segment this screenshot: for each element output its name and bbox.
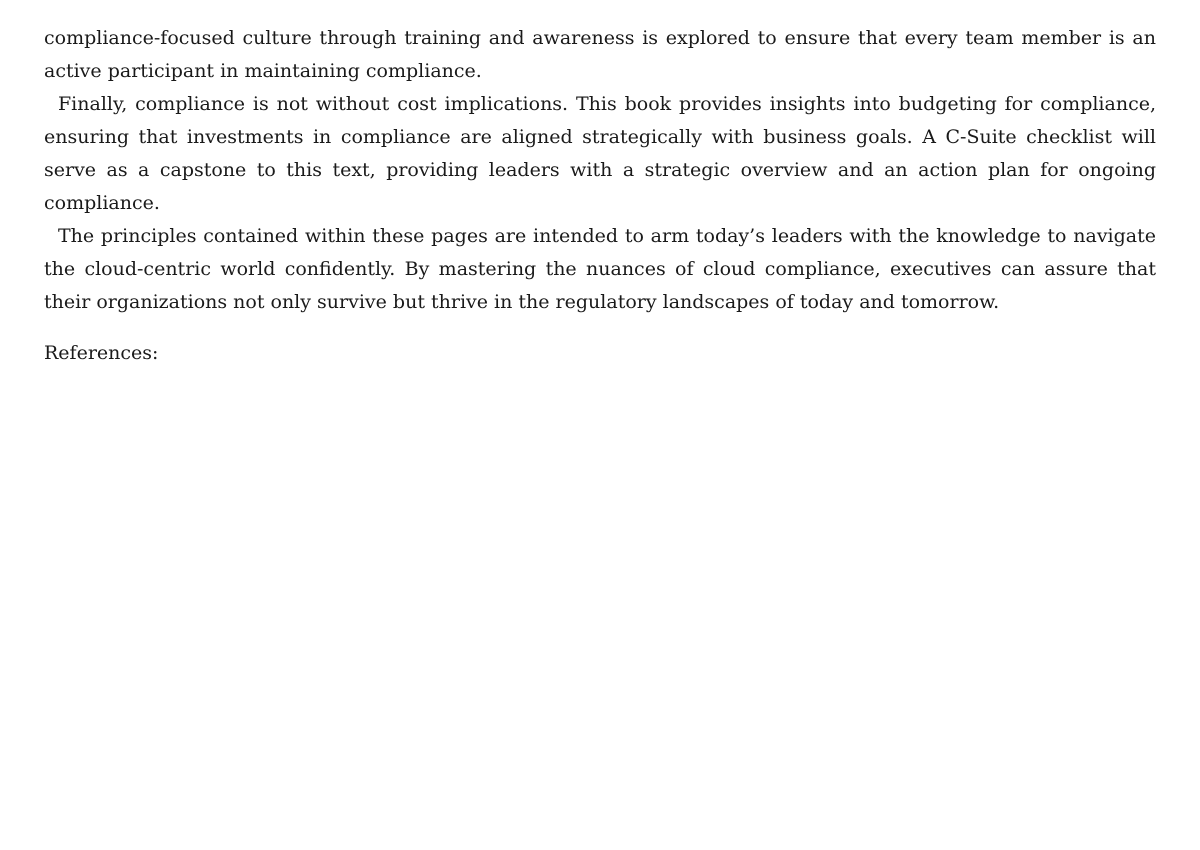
paragraph-continuation: compliance-focused culture through training and awareness is explored to ensure that every team member is an active participant in maintaining compliance.: [44, 27, 1156, 82]
paragraph-cost-implications: Finally, compliance is not without cost implications. This book provides insights into budgeting for compliance, ensuring that investments in compliance are aligned strategically with business goals. A C-Suite checklist will serve as a capstone to this text, providing leaders with a strategic overview and an action plan for ongoing compliance.: [44, 93, 1156, 214]
references-heading: References:: [44, 342, 159, 364]
paragraph-principles: The principles contained within these pages are intended to arm today’s leaders with the knowledge to navigate the cloud-centric world confidently. By mastering the nuances of cloud compliance, executives can assure that their organizations not only survive but thrive in the regulatory landscapes of today and tomorrow.: [44, 225, 1156, 313]
document-page: [44, 22, 1156, 370]
